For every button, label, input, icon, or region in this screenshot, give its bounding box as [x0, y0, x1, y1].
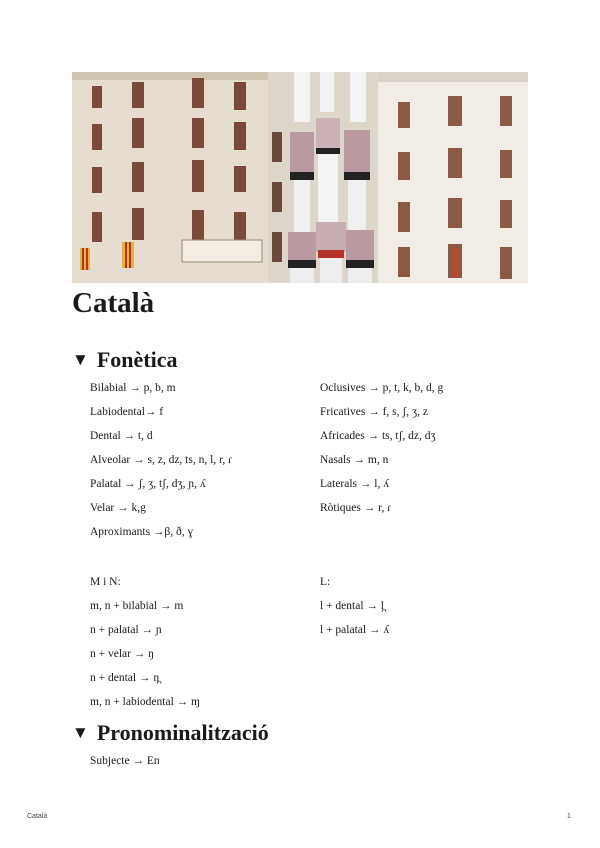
list-item: Ròtiques → r, ɾ — [320, 502, 392, 514]
list-item: Africades → ts, tʃ, dz, dʒ — [320, 430, 436, 442]
list-item: Oclusives → p, t, k, b, d, g — [320, 382, 444, 394]
list-item: Fricatives → f, s, ʃ, ʒ, z — [320, 406, 428, 418]
list-item: Dental → t, d — [90, 430, 153, 442]
list-item: n + velar → ŋ — [90, 648, 154, 660]
list-item: l + dental → l̪ — [320, 600, 384, 612]
list-item: m, n + labiodental → ɱ — [90, 696, 200, 708]
section-heading-label: Pronominalització — [96, 720, 269, 745]
section-heading-label: Fonètica — [96, 347, 178, 372]
list-item: n + dental → n̪ — [90, 672, 160, 684]
list-item: Bilabial → p, b, m — [90, 382, 176, 394]
document-title: Català — [72, 287, 155, 319]
place-of-articulation-list — [90, 376, 232, 544]
list-item: Velar → k,g — [90, 502, 146, 514]
subheading: L: — [320, 576, 331, 588]
list-item: Labiodental→ f — [90, 406, 164, 418]
nasal-assimilation-list — [90, 570, 200, 714]
footer-page-number: 1 — [567, 813, 571, 820]
triangle-down-icon[interactable]: ▼ — [72, 723, 89, 742]
list-item: Aproximants →β, ð, ɣ — [90, 526, 194, 538]
header-photo — [72, 72, 528, 283]
lateral-assimilation-list — [320, 570, 389, 642]
list-item: Palatal → ʃ, ʒ, tʃ, dʒ, ɲ, ʎ — [90, 478, 206, 490]
list-item: m, n + bilabial → m — [90, 600, 184, 612]
list-item: Laterals → l, ʎ — [320, 478, 389, 490]
list-item: l + palatal → ʎ — [320, 624, 390, 636]
list-item: Alveolar → s, z, dz, ts, n, l, r, ɾ — [90, 454, 232, 466]
section-heading-fonetica[interactable] — [72, 347, 177, 373]
list-item: Subjecte → En — [90, 755, 160, 767]
list-item: Nasals → m, n — [320, 454, 389, 466]
manner-of-articulation-list — [320, 376, 443, 520]
footer-document-name: Català — [27, 813, 48, 820]
section-heading-pronominalitzacio[interactable] — [72, 720, 269, 746]
pronominalitzacio-list — [90, 749, 160, 773]
triangle-down-icon[interactable]: ▼ — [72, 350, 89, 369]
subheading: M i N: — [90, 576, 121, 588]
list-item: n + palatal → ɲ — [90, 624, 162, 636]
